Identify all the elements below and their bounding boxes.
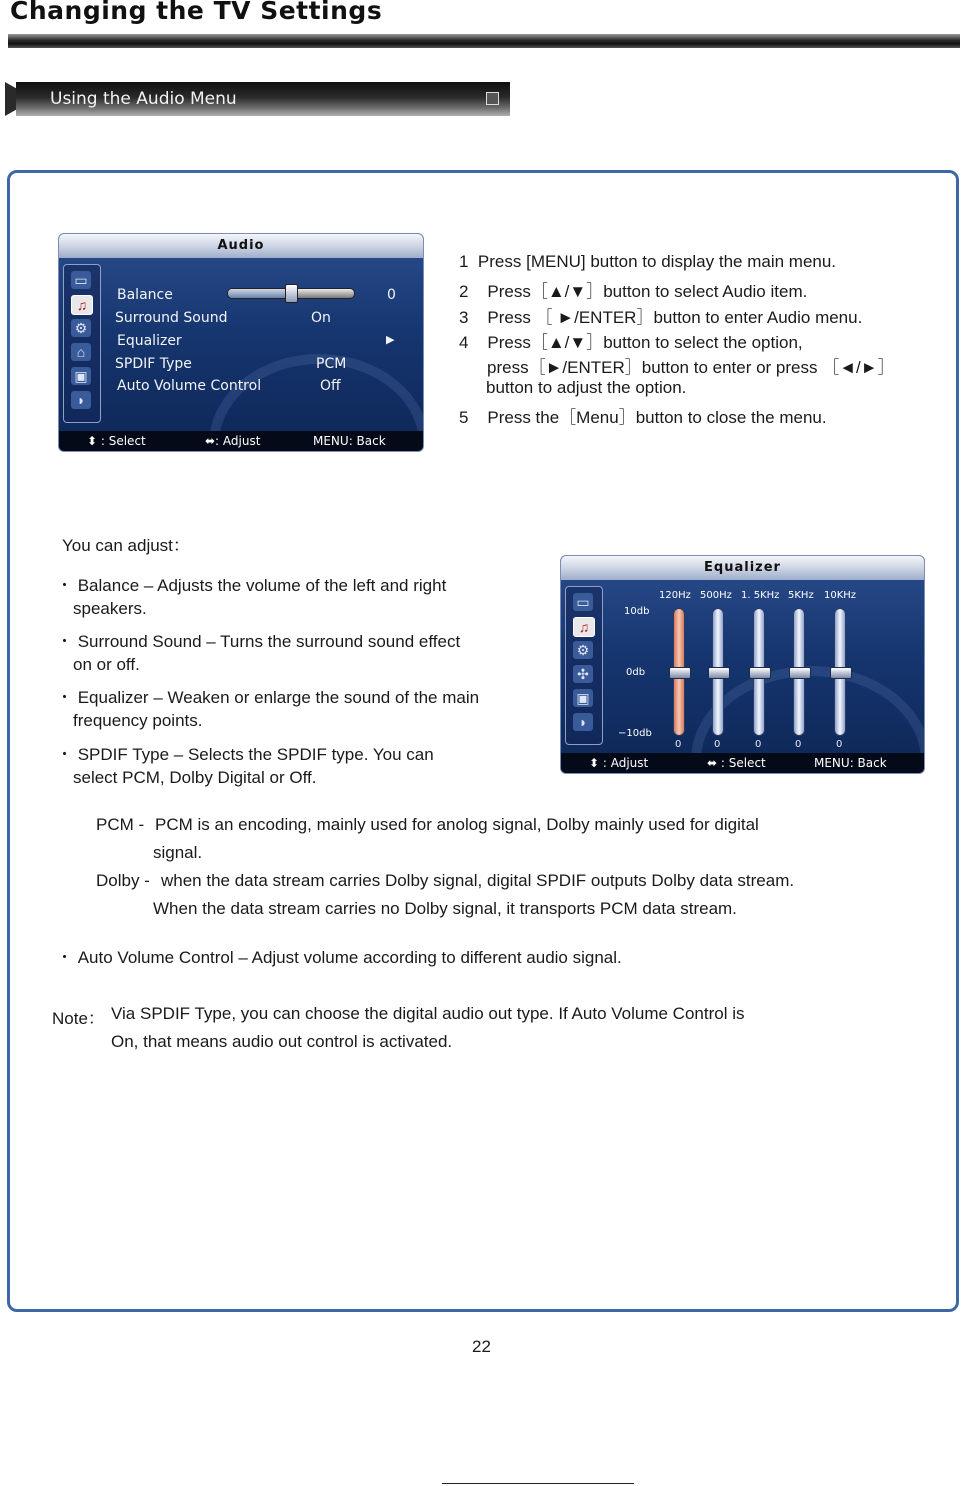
tools-icon[interactable]: ✣ [573,665,593,683]
settings-icon[interactable]: ⚙ [573,641,593,659]
adjust-intro: You can adjust： [62,536,190,555]
note-text: Via SPDIF Type, you can choose the digital audio out type. If Auto Volume Control is [111,1004,745,1023]
surround-item: ・ Surround Sound – Turns the surround sound effect [56,632,461,651]
equalizer-label[interactable]: Equalizer [117,333,182,349]
spdif-type-label[interactable]: SPDIF Type [115,356,192,372]
audio-menu-footer [59,431,423,451]
eq-knob[interactable] [830,667,852,679]
eq-band-slider[interactable] [780,608,820,748]
band-value: 0 [755,739,762,750]
eq-knob[interactable] [789,667,811,679]
spdif-type-value: PCM [316,356,347,372]
section-title: Using the Audio Menu [50,89,237,109]
surround-sound-value: On [311,310,331,326]
db-min-label: −10db [618,728,652,739]
satellite-icon[interactable]: ◗ [71,391,91,409]
band-value: 0 [714,739,721,750]
eq-band-slider[interactable] [699,608,739,748]
audio-icon[interactable]: ♫ [573,617,595,637]
section-banner [16,82,510,116]
step-4-continued: press［►/ENTER］button to enter or press ［◄/►］ [487,358,895,377]
spdif-item: ・ SPDIF Type – Selects the SPDIF type. You can [56,745,434,764]
arrow-right-icon[interactable]: ▶ [386,333,395,346]
spdif-item-cont: select PCM, Dolby Digital or Off. [73,768,317,787]
eq-band-slider[interactable] [740,608,780,748]
surround-item-cont: on or off. [73,655,140,674]
audio-menu-title: Audio [59,234,423,258]
auto-volume-control-label[interactable]: Auto Volume Control [117,378,262,394]
db-zero-label: 0db [626,667,646,678]
step-1: 1 Press [MENU] button to display the main menu. [459,252,837,271]
note-label: Note： [52,1009,105,1028]
pcm-label: PCM - [96,815,145,834]
eq-band-slider[interactable] [821,608,861,748]
equalizer-menu-osd [560,555,925,774]
eq-band-slider[interactable] [660,608,700,748]
footer-rule [442,1483,634,1484]
footer-select-hint: ⬌ : Select [707,756,766,770]
dolby-label: Dolby - [96,871,150,890]
step-5: 5 Press the［Menu］button to close the menu. [459,408,827,427]
pcm-text: PCM is an encoding, mainly used for anolog signal, Dolby mainly used for digital [155,815,759,834]
equalizer-item-cont: frequency points. [73,711,203,730]
balance-knob[interactable] [285,284,298,303]
surround-sound-label[interactable]: Surround Sound [115,310,228,326]
tv-icon[interactable]: ▭ [573,593,593,611]
band-freq-label: 500Hz [700,590,732,601]
band-freq-label: 1. 5KHz [741,590,780,601]
band-value: 0 [836,739,843,750]
audio-icon[interactable]: ♫ [71,295,93,315]
balance-label[interactable]: Balance [117,287,173,303]
db-max-label: 10db [624,606,650,617]
menu-icon-column [565,586,603,745]
band-freq-label: 10KHz [824,590,857,601]
auto-volume-control-value: Off [320,378,341,394]
balance-fill [228,289,291,298]
eq-knob[interactable] [749,667,771,679]
band-value: 0 [675,739,682,750]
eq-knob[interactable] [708,667,730,679]
satellite-icon[interactable]: ◗ [573,713,593,731]
settings-icon[interactable]: ⚙ [71,319,91,337]
balance-item-cont: speakers. [73,599,147,618]
equalizer-item: ・ Equalizer – Weaken or enlarge the sound of the main [56,688,480,707]
footer-back-hint: MENU: Back [814,756,887,770]
monitor-icon[interactable]: ▣ [71,367,91,385]
footer-adjust-hint: ⬌: Adjust [205,434,261,448]
dolby-text-cont: When the data stream carries no Dolby signal, it transports PCM data stream. [153,899,737,918]
page-title: Changing the TV Settings [10,0,383,25]
tv-icon[interactable]: ▭ [71,271,91,289]
title-bar [8,34,960,48]
equalizer-menu-title: Equalizer [561,556,924,580]
pcm-text-cont: signal. [153,843,203,862]
step-3: 3 Press ［ ►/ENTER］button to enter Audio menu. [459,308,863,327]
footer-back-hint: MENU: Back [313,434,386,448]
band-value: 0 [795,739,802,750]
menu-icon-column [63,264,101,423]
auto-volume-item: ・ Auto Volume Control – Adjust volume according to different audio signal. [56,948,622,967]
dolby-text: when the data stream carries Dolby signal, digital SPDIF outputs Dolby data stream. [161,871,795,890]
square-icon [486,92,499,105]
band-freq-label: 120Hz [659,590,691,601]
lock-icon[interactable]: ⌂ [71,343,91,361]
eq-knob[interactable] [669,667,691,679]
footer-select-hint: ⬍ : Select [87,434,146,448]
audio-menu-osd [58,233,424,452]
balance-slider[interactable] [227,288,355,299]
equalizer-menu-footer [561,753,924,773]
page-number: 22 [472,1337,491,1356]
footer-adjust-hint: ⬍ : Adjust [589,756,649,770]
step-2: 2 Press［▲/▼］button to select Audio item. [459,282,808,301]
balance-item: ・ Balance – Adjusts the volume of the left and right [56,576,447,595]
step-4: 4 Press［▲/▼］button to select the option, [459,333,803,352]
note-text-cont: On, that means audio out control is activated. [111,1032,453,1051]
monitor-icon[interactable]: ▣ [573,689,593,707]
band-freq-label: 5KHz [788,590,814,601]
balance-value: 0 [387,287,396,303]
step-4-continued-2: button to adjust the option. [486,378,687,397]
